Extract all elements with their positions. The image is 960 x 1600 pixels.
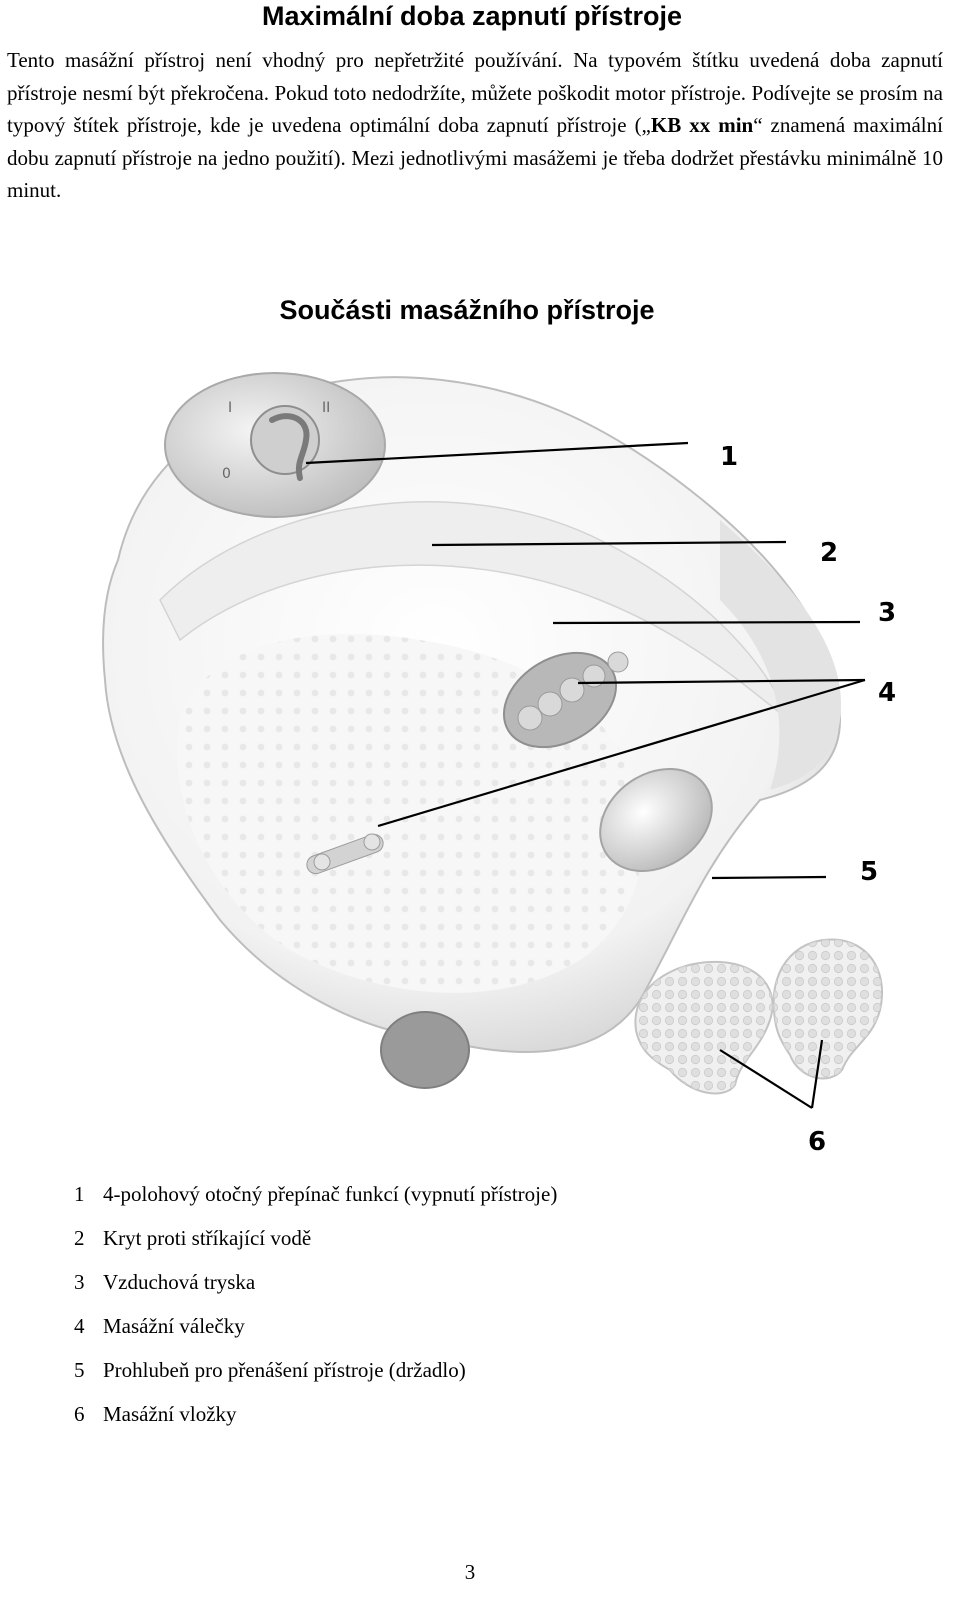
svg-text:0: 0 [222,466,231,482]
legend-text: Kryt proti stříkající vodě [103,1226,312,1250]
paragraph-text-2: “ znamená maximální dobu zapnutí přístroje na jedno použití). Mezi jednotlivými masážemi je třeba dodržet přestávku minimálně 10 minut. [7,113,943,202]
legend-text: Vzduchová tryska [103,1270,256,1294]
foot-massager-illustration [0,350,960,1180]
svg-text:II: II [322,400,331,416]
legend-item [74,1348,557,1392]
callout-6: 6 [808,1127,827,1157]
legend-item [74,1260,557,1304]
legend-number: 5 [74,1358,85,1382]
callout-1: 1 [720,442,739,472]
legend-text: Masážní vložky [103,1402,237,1426]
legend-number: 6 [74,1402,85,1426]
legend-text: 4-polohový otočný přepínač funkcí (vypnutí přístroje) [103,1182,558,1206]
callout-4: 4 [878,678,897,708]
page-number: 3 [464,1560,476,1584]
paragraph-text-1: Tento masážní přístroj není vhodný pro nepřetržité používání. Na typovém štítku uvedená doba zapnutí přístroje nesmí být překročena. Pokud toto nedodržíte, můžete poškodit motor přístroje. Podívejte se prosím na typový štítek přístroje, kde je uvedena optimální doba zapnutí přístroje („ [7,48,943,137]
legend-number: 3 [74,1270,85,1294]
legend-number: 2 [74,1226,85,1250]
callout-2: 2 [820,538,839,568]
legend-item [74,1172,557,1216]
legend-number: 1 [74,1182,85,1206]
legend-text: Masážní válečky [103,1314,245,1338]
section-title-parts: Součásti masážního přístroje [279,295,655,325]
legend-item [74,1216,557,1260]
legend-item [74,1304,557,1348]
callout-3: 3 [878,598,897,628]
parts-legend [74,1172,557,1436]
legend-text: Prohlubeň pro přenášení přístroje (držadlo) [103,1358,466,1382]
base-foot [381,1012,469,1088]
svg-text:I: I [228,400,233,416]
callout-5: 5 [860,857,879,887]
max-time-paragraph [7,44,943,207]
legend-item [74,1392,557,1436]
paragraph-bold-label: KB xx min [650,113,754,137]
legend-number: 4 [74,1314,85,1338]
section-title-max-time: Maximální doba zapnutí přístroje [261,1,683,31]
